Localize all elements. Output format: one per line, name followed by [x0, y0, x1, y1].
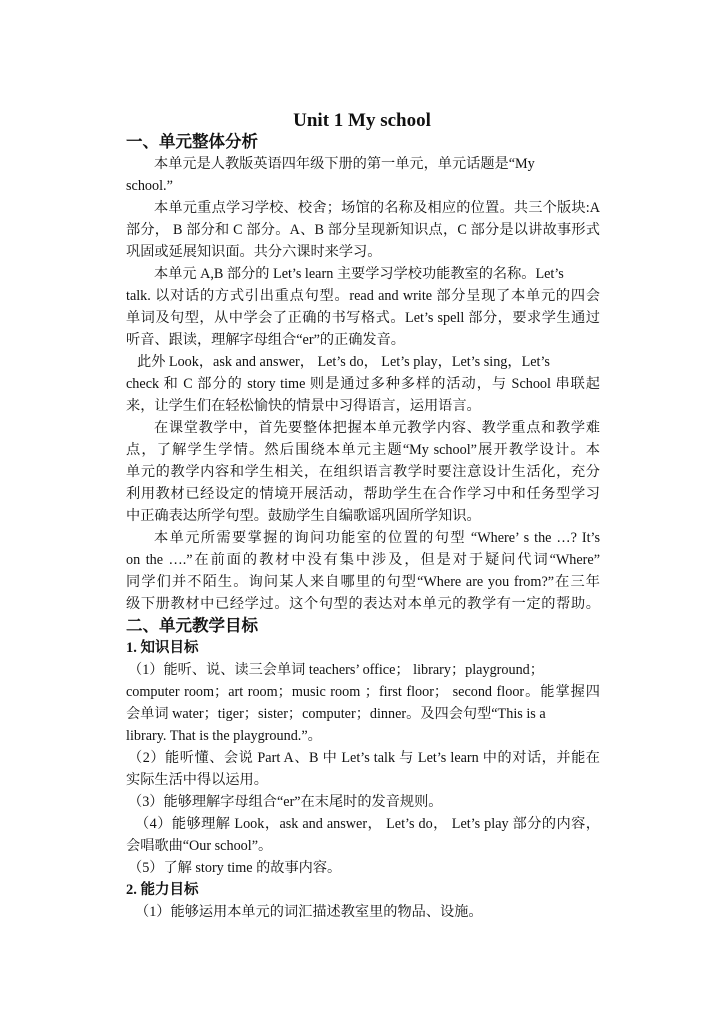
text-line: 利用教材已经设定的情境开展活动，帮助学生在合作学习中和任务型学习 [126, 486, 600, 502]
subsection-heading: 2. 能力目标 [126, 882, 199, 898]
text-line: 本单元所需要掌握的询问功能室的位置的句型 “Where’ s the …? It’s [154, 530, 600, 546]
text-line: 会单词 water；tiger；sister；computer；dinner。及四会句型“This is a [126, 706, 546, 722]
text-line: 本单元重点学习学校、校舍；场馆的名称及相应的位置。共三个版块:A [154, 200, 600, 216]
text-line: 中正确表达所学句型。鼓励学生自编歌谣巩固所学知识。 [126, 508, 481, 524]
text-line: 此外 Look，ask and answer， Let’s do， Let’s play，Let’s sing，Let’s [137, 354, 550, 370]
text-line: 点，了解学生学情。然后围绕本单元主题“My school”展开教学设计。本 [126, 442, 600, 458]
subsection-heading: 1. 知识目标 [126, 640, 199, 656]
text-line: 巩固或延展知识面。共分六课时来学习。 [126, 244, 382, 260]
text-line: 在课堂教学中，首先要整体把握本单元教学内容、教学重点和教学难 [154, 420, 600, 436]
text-line: 部分， B 部分和 C 部分。A、B 部分呈现新知识点，C 部分是以讲故事形式 [126, 222, 600, 238]
text-line: library. That is the playground.”。 [126, 728, 322, 744]
text-line: school.” [126, 178, 173, 194]
text-line: （5）了解 story time 的故事内容。 [128, 860, 342, 876]
section-heading: 一、单元整体分析 [126, 132, 258, 151]
text-line: on the ….”在前面的教材中没有集中涉及，但是对于疑问代词“Where” [126, 552, 600, 568]
text-line: 会唱歌曲“Our school”。 [126, 838, 273, 854]
text-line: talk. 以对话的方式引出重点句型。read and write 部分呈现了本单元的四会 [126, 288, 600, 304]
text-line: （1）能听、说、读三会单词 teachers’ office； library；playground； [128, 662, 544, 678]
text-line: 实际生活中得以运用。 [126, 772, 268, 788]
page-title: Unit 1 My school [293, 110, 431, 131]
text-line: （1）能够运用本单元的词汇描述教室里的物品、设施。 [135, 904, 483, 920]
text-line: 单词及句型，从中学会了正确的书写格式。Let’s spell 部分，要求学生通过 [126, 310, 600, 326]
text-line: （4）能够理解 Look，ask and answer， Let’s do， Let’s play 部分的内容， [135, 816, 600, 832]
text-line: 本单元 A,B 部分的 Let’s learn 主要学习学校功能教室的名称。Let’s [154, 266, 564, 282]
text-line: check 和 C 部分的 story time 则是通过多种多样的活动，与 School 串联起 [126, 376, 600, 392]
text-line: 本单元是人教版英语四年级下册的第一单元，单元话题是“My [154, 156, 535, 172]
text-line: 来，让学生们在轻松愉快的情景中习得语言，运用语言。 [126, 398, 481, 414]
text-line: 听音、跟读，理解字母组合“er”的正确发音。 [126, 332, 405, 348]
text-line: 同学们并不陌生。询问某人来自哪里的句型“Where are you from?”在三年 [126, 574, 600, 590]
text-line: 单元的教学内容和学生相关，在组织语言教学时要注意设计生活化，充分 [126, 464, 600, 480]
text-line: 级下册教材中已经学过。这个句型的表达对本单元的教学有一定的帮助。 [126, 596, 600, 612]
text-line: （2）能听懂、会说 Part A、B 中 Let’s talk 与 Let’s learn 中的对话，并能在 [128, 750, 600, 766]
text-line: （3）能够理解字母组合“er”在末尾时的发音规则。 [128, 794, 443, 810]
text-line: computer room；art room；music room ；first floor； second floor。能掌握四 [126, 684, 600, 700]
section-heading: 二、单元教学目标 [126, 616, 258, 635]
